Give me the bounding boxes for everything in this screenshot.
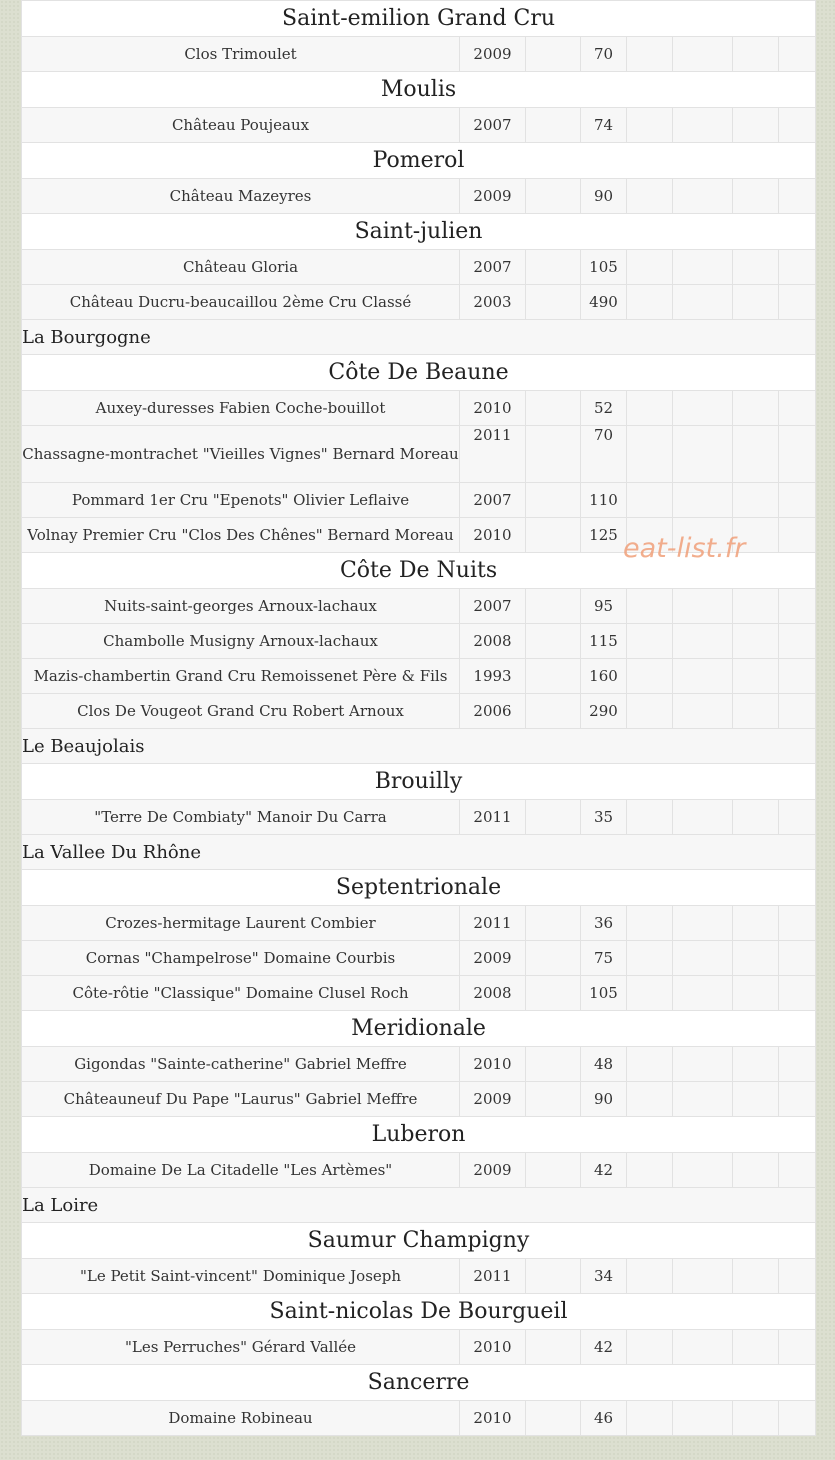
wine-name: Clos De Vougeot Grand Cru Robert Arnoux bbox=[22, 694, 460, 729]
wine-name: Pommard 1er Cru "Epenots" Olivier Leflaive bbox=[22, 483, 460, 518]
appellation-title: Brouilly bbox=[22, 764, 816, 800]
empty-cell bbox=[526, 250, 581, 285]
wine-vintage: 2003 bbox=[460, 285, 526, 320]
appellation-title: Côte De Beaune bbox=[22, 355, 816, 391]
empty-cell bbox=[627, 179, 673, 214]
region-title: La Vallee Du Rhône bbox=[22, 835, 816, 870]
wine-vintage: 2009 bbox=[460, 179, 526, 214]
empty-cell bbox=[733, 589, 779, 624]
wine-row bbox=[22, 976, 816, 1011]
empty-cell bbox=[627, 800, 673, 835]
wine-price: 42 bbox=[581, 1330, 627, 1365]
wine-row bbox=[22, 694, 816, 729]
empty-cell bbox=[779, 1401, 816, 1436]
empty-cell bbox=[673, 108, 733, 143]
empty-cell bbox=[673, 976, 733, 1011]
appellation-title: Luberon bbox=[22, 1117, 816, 1153]
appellation-header-row bbox=[22, 1365, 816, 1401]
appellation-header-row bbox=[22, 1117, 816, 1153]
empty-cell bbox=[733, 1259, 779, 1294]
wine-price: 36 bbox=[581, 906, 627, 941]
wine-row bbox=[22, 1330, 816, 1365]
empty-cell bbox=[673, 179, 733, 214]
wine-vintage: 2011 bbox=[460, 1259, 526, 1294]
empty-cell bbox=[673, 659, 733, 694]
empty-cell bbox=[627, 1330, 673, 1365]
empty-cell bbox=[627, 659, 673, 694]
wine-vintage: 2007 bbox=[460, 250, 526, 285]
empty-cell bbox=[526, 800, 581, 835]
empty-cell bbox=[627, 108, 673, 143]
wine-row bbox=[22, 624, 816, 659]
appellation-header-row bbox=[22, 143, 816, 179]
empty-cell bbox=[779, 250, 816, 285]
empty-cell bbox=[526, 1330, 581, 1365]
empty-cell bbox=[627, 285, 673, 320]
empty-cell bbox=[733, 250, 779, 285]
wine-price: 52 bbox=[581, 391, 627, 426]
empty-cell bbox=[627, 624, 673, 659]
wine-price: 115 bbox=[581, 624, 627, 659]
wine-row bbox=[22, 589, 816, 624]
wine-price: 110 bbox=[581, 483, 627, 518]
empty-cell bbox=[673, 624, 733, 659]
empty-cell bbox=[673, 906, 733, 941]
empty-cell bbox=[673, 1330, 733, 1365]
empty-cell bbox=[673, 285, 733, 320]
wine-list-table bbox=[21, 0, 816, 1436]
wine-name: "Terre De Combiaty" Manoir Du Carra bbox=[22, 800, 460, 835]
empty-cell bbox=[627, 694, 673, 729]
wine-price: 70 bbox=[581, 426, 627, 483]
empty-cell bbox=[627, 1082, 673, 1117]
empty-cell bbox=[627, 37, 673, 72]
empty-cell bbox=[627, 906, 673, 941]
watermark-text: eat-list.fr bbox=[623, 533, 746, 564]
empty-cell bbox=[627, 483, 673, 518]
empty-cell bbox=[779, 483, 816, 518]
wine-name: Château Mazeyres bbox=[22, 179, 460, 214]
appellation-header-row bbox=[22, 870, 816, 906]
region-header-row bbox=[22, 1188, 816, 1223]
wine-price: 105 bbox=[581, 250, 627, 285]
empty-cell bbox=[779, 391, 816, 426]
empty-cell bbox=[733, 976, 779, 1011]
empty-cell bbox=[673, 1047, 733, 1082]
empty-cell bbox=[673, 941, 733, 976]
empty-cell bbox=[627, 1259, 673, 1294]
empty-cell bbox=[779, 179, 816, 214]
region-title: La Bourgogne bbox=[22, 320, 816, 355]
appellation-header-row bbox=[22, 1294, 816, 1330]
wine-name: Mazis-chambertin Grand Cru Remoissenet Père & Fils bbox=[22, 659, 460, 694]
wine-name: Gigondas "Sainte-catherine" Gabriel Meffre bbox=[22, 1047, 460, 1082]
empty-cell bbox=[779, 941, 816, 976]
wine-vintage: 2009 bbox=[460, 1153, 526, 1188]
wine-name: Auxey-duresses Fabien Coche-bouillot bbox=[22, 391, 460, 426]
empty-cell bbox=[733, 694, 779, 729]
empty-cell bbox=[733, 391, 779, 426]
wine-price: 42 bbox=[581, 1153, 627, 1188]
appellation-header-row bbox=[22, 764, 816, 800]
empty-cell bbox=[733, 1153, 779, 1188]
empty-cell bbox=[673, 391, 733, 426]
wine-vintage: 1993 bbox=[460, 659, 526, 694]
wine-price: 490 bbox=[581, 285, 627, 320]
appellation-header-row bbox=[22, 1223, 816, 1259]
wine-price: 46 bbox=[581, 1401, 627, 1436]
appellation-header-row bbox=[22, 1, 816, 37]
wine-name: Volnay Premier Cru "Clos Des Chênes" Bernard Moreau bbox=[22, 518, 460, 553]
wine-price: 48 bbox=[581, 1047, 627, 1082]
empty-cell bbox=[673, 426, 733, 483]
empty-cell bbox=[779, 624, 816, 659]
wine-row bbox=[22, 1259, 816, 1294]
empty-cell bbox=[733, 1047, 779, 1082]
wine-vintage: 2011 bbox=[460, 906, 526, 941]
empty-cell bbox=[733, 1330, 779, 1365]
appellation-title: Septentrionale bbox=[22, 870, 816, 906]
appellation-header-row bbox=[22, 214, 816, 250]
empty-cell bbox=[779, 1259, 816, 1294]
empty-cell bbox=[526, 108, 581, 143]
wine-vintage: 2009 bbox=[460, 1082, 526, 1117]
empty-cell bbox=[673, 694, 733, 729]
wine-name: Cornas "Champelrose" Domaine Courbis bbox=[22, 941, 460, 976]
wine-name: Domaine Robineau bbox=[22, 1401, 460, 1436]
appellation-title: Côte De Nuits bbox=[22, 553, 816, 589]
wine-name: Château Gloria bbox=[22, 250, 460, 285]
wine-row bbox=[22, 483, 816, 518]
wine-row bbox=[22, 1401, 816, 1436]
empty-cell bbox=[627, 1153, 673, 1188]
appellation-title: Saint-emilion Grand Cru bbox=[22, 1, 816, 37]
wine-name: Crozes-hermitage Laurent Combier bbox=[22, 906, 460, 941]
wine-price: 105 bbox=[581, 976, 627, 1011]
empty-cell bbox=[526, 941, 581, 976]
empty-cell bbox=[673, 800, 733, 835]
wine-price: 90 bbox=[581, 1082, 627, 1117]
wine-vintage: 2010 bbox=[460, 1330, 526, 1365]
empty-cell bbox=[627, 250, 673, 285]
empty-cell bbox=[673, 483, 733, 518]
wine-row bbox=[22, 1082, 816, 1117]
wine-vintage: 2010 bbox=[460, 1401, 526, 1436]
empty-cell bbox=[526, 518, 581, 553]
empty-cell bbox=[673, 37, 733, 72]
empty-cell bbox=[779, 108, 816, 143]
empty-cell bbox=[526, 37, 581, 72]
region-header-row bbox=[22, 320, 816, 355]
empty-cell bbox=[733, 906, 779, 941]
empty-cell bbox=[779, 37, 816, 72]
empty-cell bbox=[779, 659, 816, 694]
empty-cell bbox=[627, 391, 673, 426]
empty-cell bbox=[627, 589, 673, 624]
wine-row bbox=[22, 659, 816, 694]
empty-cell bbox=[733, 800, 779, 835]
appellation-title: Saumur Champigny bbox=[22, 1223, 816, 1259]
empty-cell bbox=[526, 1153, 581, 1188]
empty-cell bbox=[733, 659, 779, 694]
wine-name: Château Ducru-beaucaillou 2ème Cru Classé bbox=[22, 285, 460, 320]
appellation-title: Moulis bbox=[22, 72, 816, 108]
empty-cell bbox=[733, 624, 779, 659]
empty-cell bbox=[627, 941, 673, 976]
wine-row bbox=[22, 906, 816, 941]
wine-row bbox=[22, 1153, 816, 1188]
wine-name: Clos Trimoulet bbox=[22, 37, 460, 72]
wine-vintage: 2010 bbox=[460, 518, 526, 553]
appellation-title: Saint-nicolas De Bourgueil bbox=[22, 1294, 816, 1330]
empty-cell bbox=[526, 1047, 581, 1082]
empty-cell bbox=[526, 659, 581, 694]
wine-row bbox=[22, 800, 816, 835]
wine-row bbox=[22, 426, 816, 483]
wine-price: 35 bbox=[581, 800, 627, 835]
wine-row bbox=[22, 250, 816, 285]
wine-vintage: 2009 bbox=[460, 941, 526, 976]
empty-cell bbox=[779, 589, 816, 624]
empty-cell bbox=[673, 1401, 733, 1436]
wine-row bbox=[22, 179, 816, 214]
wine-vintage: 2007 bbox=[460, 483, 526, 518]
wine-name: Nuits-saint-georges Arnoux-lachaux bbox=[22, 589, 460, 624]
empty-cell bbox=[673, 1153, 733, 1188]
wine-name: "Le Petit Saint-vincent" Dominique Joseph bbox=[22, 1259, 460, 1294]
wine-price: 70 bbox=[581, 37, 627, 72]
wine-vintage: 2006 bbox=[460, 694, 526, 729]
wine-row bbox=[22, 285, 816, 320]
wine-name: Chambolle Musigny Arnoux-lachaux bbox=[22, 624, 460, 659]
empty-cell bbox=[526, 624, 581, 659]
empty-cell bbox=[779, 1153, 816, 1188]
wine-name: Chassagne-montrachet "Vieilles Vignes" Bernard Moreau bbox=[22, 426, 460, 483]
empty-cell bbox=[779, 976, 816, 1011]
wine-vintage: 2007 bbox=[460, 108, 526, 143]
region-header-row bbox=[22, 835, 816, 870]
wine-name: Domaine De La Citadelle "Les Artèmes" bbox=[22, 1153, 460, 1188]
empty-cell bbox=[733, 179, 779, 214]
wine-row bbox=[22, 941, 816, 976]
empty-cell bbox=[779, 906, 816, 941]
wine-name: Châteauneuf Du Pape "Laurus" Gabriel Meffre bbox=[22, 1082, 460, 1117]
wine-price: 34 bbox=[581, 1259, 627, 1294]
wine-row bbox=[22, 37, 816, 72]
region-title: Le Beaujolais bbox=[22, 729, 816, 764]
wine-vintage: 2011 bbox=[460, 426, 526, 483]
empty-cell bbox=[627, 1047, 673, 1082]
wine-price: 95 bbox=[581, 589, 627, 624]
empty-cell bbox=[526, 179, 581, 214]
empty-cell bbox=[526, 906, 581, 941]
empty-cell bbox=[526, 976, 581, 1011]
region-header-row bbox=[22, 729, 816, 764]
wine-price: 74 bbox=[581, 108, 627, 143]
appellation-title: Sancerre bbox=[22, 1365, 816, 1401]
empty-cell bbox=[526, 483, 581, 518]
wine-price: 125 bbox=[581, 518, 627, 553]
appellation-title: Saint-julien bbox=[22, 214, 816, 250]
empty-cell bbox=[779, 518, 816, 553]
appellation-header-row bbox=[22, 72, 816, 108]
empty-cell bbox=[779, 1330, 816, 1365]
wine-vintage: 2011 bbox=[460, 800, 526, 835]
empty-cell bbox=[526, 1259, 581, 1294]
wine-vintage: 2010 bbox=[460, 1047, 526, 1082]
wine-name: "Les Perruches" Gérard Vallée bbox=[22, 1330, 460, 1365]
empty-cell bbox=[526, 391, 581, 426]
empty-cell bbox=[673, 250, 733, 285]
empty-cell bbox=[526, 285, 581, 320]
empty-cell bbox=[526, 426, 581, 483]
empty-cell bbox=[733, 941, 779, 976]
wine-vintage: 2008 bbox=[460, 624, 526, 659]
empty-cell bbox=[673, 1259, 733, 1294]
wine-row bbox=[22, 108, 816, 143]
empty-cell bbox=[733, 108, 779, 143]
wine-price: 90 bbox=[581, 179, 627, 214]
empty-cell bbox=[733, 1401, 779, 1436]
wine-price: 290 bbox=[581, 694, 627, 729]
empty-cell bbox=[733, 1082, 779, 1117]
empty-cell bbox=[627, 976, 673, 1011]
empty-cell bbox=[779, 1047, 816, 1082]
empty-cell bbox=[779, 426, 816, 483]
empty-cell bbox=[779, 800, 816, 835]
empty-cell bbox=[627, 426, 673, 483]
region-title: La Loire bbox=[22, 1188, 816, 1223]
empty-cell bbox=[733, 285, 779, 320]
empty-cell bbox=[526, 589, 581, 624]
wine-name: Côte-rôtie "Classique" Domaine Clusel Roch bbox=[22, 976, 460, 1011]
appellation-header-row bbox=[22, 355, 816, 391]
wine-name: Château Poujeaux bbox=[22, 108, 460, 143]
wine-vintage: 2008 bbox=[460, 976, 526, 1011]
appellation-title: Pomerol bbox=[22, 143, 816, 179]
empty-cell bbox=[673, 1082, 733, 1117]
wine-price: 160 bbox=[581, 659, 627, 694]
wine-vintage: 2010 bbox=[460, 391, 526, 426]
wine-row bbox=[22, 391, 816, 426]
empty-cell bbox=[733, 483, 779, 518]
empty-cell bbox=[733, 37, 779, 72]
wine-vintage: 2009 bbox=[460, 37, 526, 72]
wine-vintage: 2007 bbox=[460, 589, 526, 624]
appellation-header-row bbox=[22, 1011, 816, 1047]
appellation-title: Meridionale bbox=[22, 1011, 816, 1047]
empty-cell bbox=[779, 694, 816, 729]
wine-price: 75 bbox=[581, 941, 627, 976]
empty-cell bbox=[673, 589, 733, 624]
empty-cell bbox=[526, 1401, 581, 1436]
empty-cell bbox=[733, 426, 779, 483]
empty-cell bbox=[627, 1401, 673, 1436]
empty-cell bbox=[526, 694, 581, 729]
wine-row bbox=[22, 1047, 816, 1082]
empty-cell bbox=[779, 1082, 816, 1117]
empty-cell bbox=[779, 285, 816, 320]
empty-cell bbox=[526, 1082, 581, 1117]
